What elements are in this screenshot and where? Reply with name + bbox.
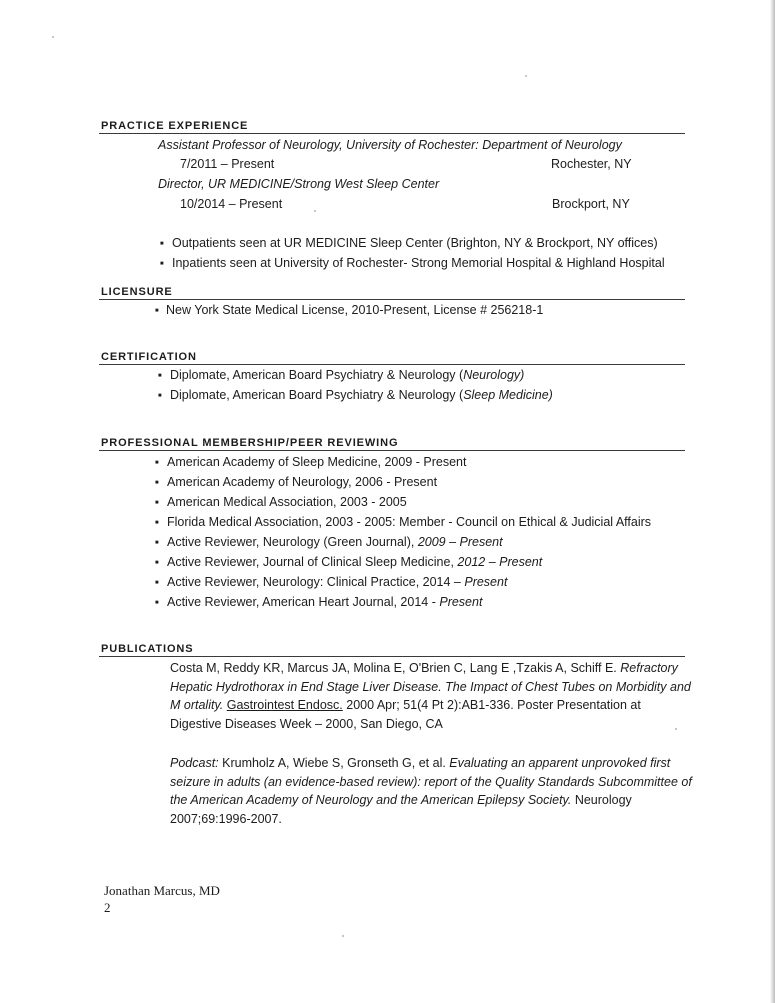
list-item: New York State Medical License, 2010-Present, License # 256218-1: [166, 303, 544, 317]
position-title: Director, UR MEDICINE/Strong West Sleep Center: [158, 177, 440, 191]
list-item: Diplomate, American Board Psychiatry & Neurology (Sleep Medicine): [170, 388, 553, 402]
section-rule: [99, 450, 685, 451]
position-title: Assistant Professor of Neurology, University of Rochester: Department of Neurology: [158, 138, 622, 152]
bullet-icon: ■: [155, 520, 159, 526]
scan-speck: [525, 75, 527, 77]
section-heading-practice: PRACTICE EXPERIENCE: [101, 120, 249, 132]
page-edge-shadow: [770, 0, 775, 1003]
bullet-icon: ■: [155, 500, 159, 506]
list-item: American Medical Association, 2003 - 2005: [167, 495, 407, 509]
section-heading-licensure: LICENSURE: [101, 286, 173, 298]
list-item: Florida Medical Association, 2003 - 2005: Member - Council on Ethical & Judicial Affairs: [167, 515, 652, 529]
publication-entry: Costa M, Reddy KR, Marcus JA, Molina E, O'Brien C, Lang E ,Tzakis A, Schiff E. Refractory Hepatic Hydrothorax in End Stage Liver Disease. The Impact of Chest Tubes on Morbidity and M ortality. Gastrointest Endosc. 2000 Apr; 51(4 Pt 2):AB1-336. Poster Presentation at Digestive Diseases Week – 2000, San Diego, CA: [170, 661, 691, 731]
list-item: Active Reviewer, American Heart Journal, 2014 - Present: [167, 595, 483, 609]
section-heading-publications: PUBLICATIONS: [101, 643, 194, 655]
bullet-icon: ■: [155, 560, 159, 566]
list-item: American Academy of Neurology, 2006 - Present: [167, 475, 438, 489]
list-item: Outpatients seen at UR MEDICINE Sleep Center (Brighton, NY & Brockport, NY offices): [172, 236, 658, 250]
list-item: Active Reviewer, Neurology: Clinical Practice, 2014 – Present: [167, 575, 508, 589]
section-rule: [99, 656, 685, 657]
bullet-icon: ■: [155, 580, 159, 586]
list-item: Active Reviewer, Neurology (Green Journal), 2009 – Present: [167, 535, 503, 549]
page-number: 2: [104, 900, 111, 915]
bullet-icon: ■: [155, 540, 159, 546]
position-location: Rochester, NY: [551, 157, 632, 171]
bullet-icon: ■: [155, 480, 159, 486]
position-dates: 10/2014 – Present: [180, 197, 283, 211]
scan-speck: [52, 36, 54, 38]
scan-speck: [314, 210, 316, 212]
list-item: Active Reviewer, Journal of Clinical Sleep Medicine, 2012 – Present: [167, 555, 543, 569]
bullet-icon: ■: [155, 460, 159, 466]
list-item: Inpatients seen at University of Rochester- Strong Memorial Hospital & Highland Hospital: [172, 256, 665, 270]
list-item: American Academy of Sleep Medicine, 2009 - Present: [167, 455, 467, 469]
publication-entry: Podcast: Krumholz A, Wiebe S, Gronseth G, et al. Evaluating an apparent unprovoked first seizure in adults (an evidence-based review): report of the Quality Standards Subcommittee of the American Academy of Neurology and the American Epilepsy Society. Neurology 2007;69:1996-2007.: [170, 756, 692, 826]
bullet-icon: ■: [158, 393, 162, 399]
section-rule: [99, 299, 685, 300]
bullet-icon: ■: [155, 308, 159, 314]
section-heading-membership: PROFESSIONAL MEMBERSHIP/PEER REVIEWING: [101, 437, 399, 449]
scan-speck: [342, 935, 344, 937]
bullet-icon: ■: [158, 373, 162, 379]
section-rule: [99, 133, 685, 134]
bullet-icon: ■: [155, 600, 159, 606]
footer-name: Jonathan Marcus, MD: [104, 883, 220, 898]
position-dates: 7/2011 – Present: [180, 157, 275, 171]
bullet-icon: ■: [160, 261, 164, 267]
section-heading-certification: CERTIFICATION: [101, 351, 197, 363]
position-location: Brockport, NY: [552, 197, 630, 211]
section-rule: [99, 364, 685, 365]
bullet-icon: ■: [160, 241, 164, 247]
list-item: Diplomate, American Board Psychiatry & Neurology (Neurology): [170, 368, 525, 382]
